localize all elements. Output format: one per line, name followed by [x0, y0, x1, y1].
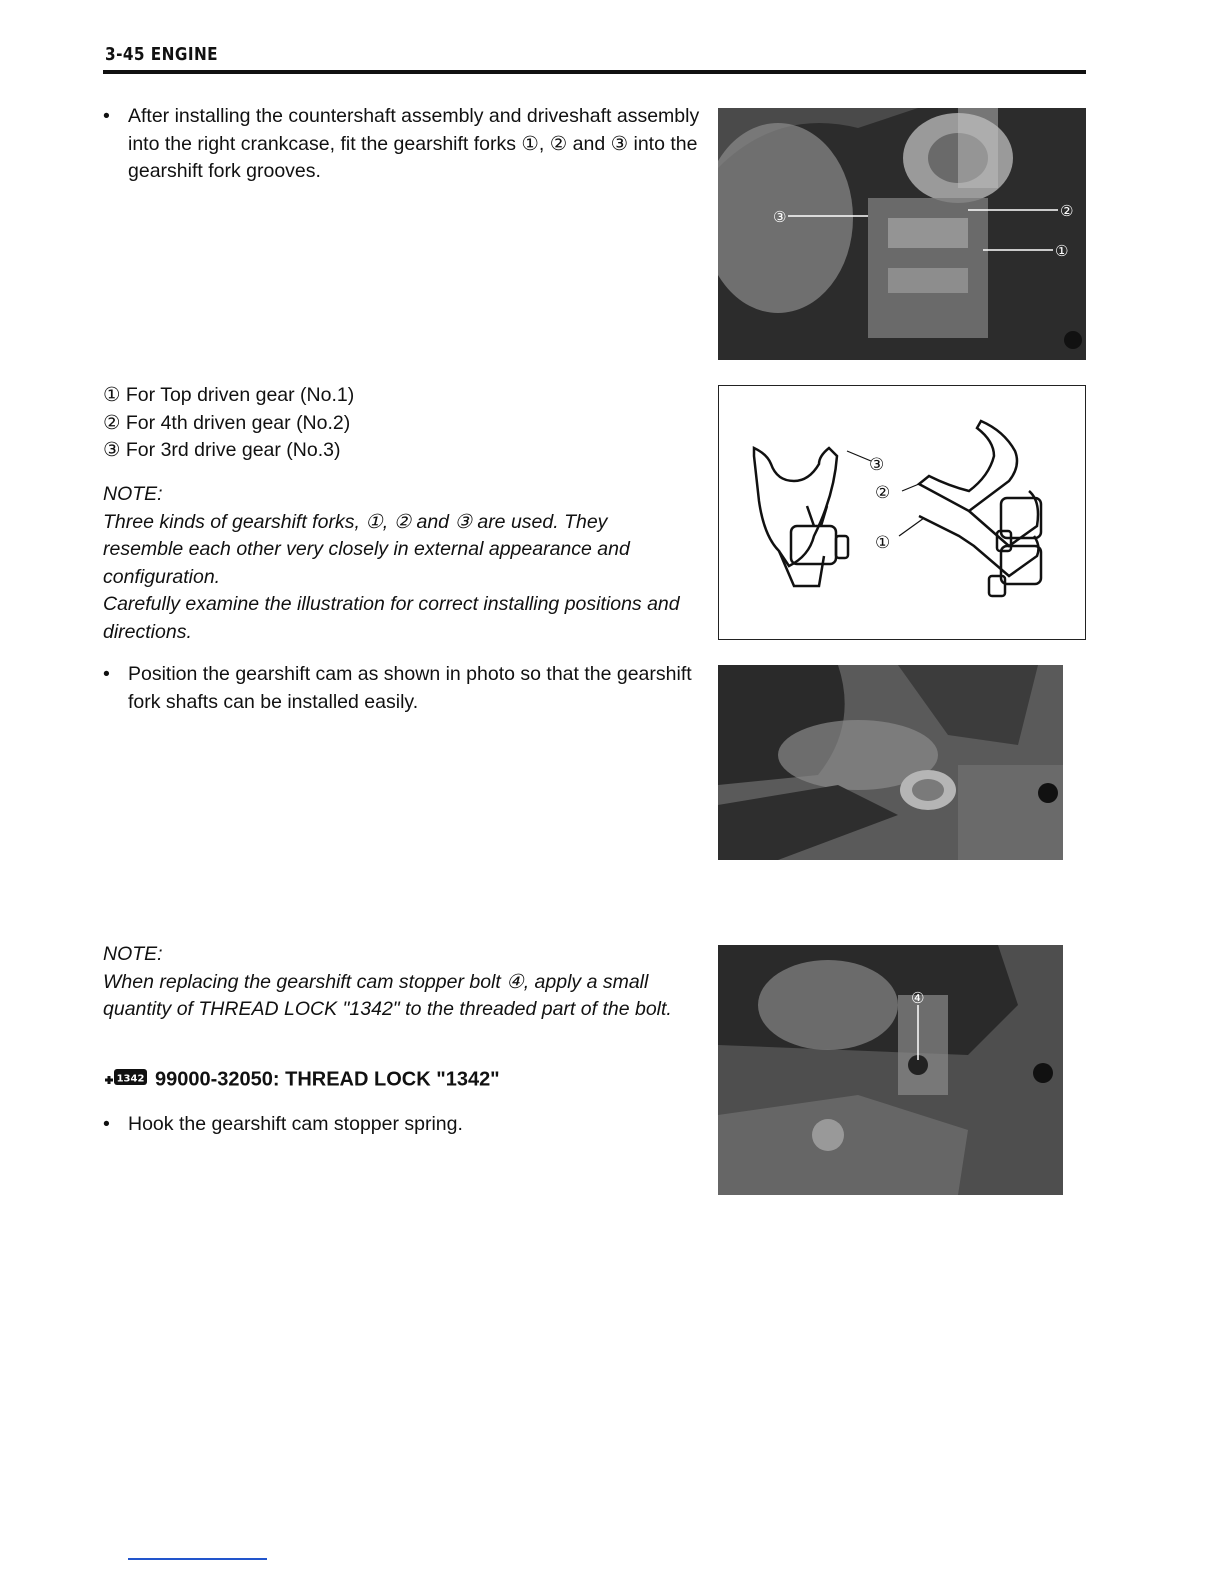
footnote-rule — [128, 1558, 267, 1560]
thread-lock-icon — [103, 1066, 149, 1094]
step-hook-spring — [103, 1111, 713, 1139]
step2-text: Position the gearshift cam as shown in photo so that the gearshift fork shafts can be installed easily. — [128, 663, 692, 713]
note1-line2: Carefully examine the illustration for correct installing positions and directions. — [103, 593, 680, 643]
fork-item-3: ③ For 3rd drive gear (No.3) — [103, 439, 341, 461]
photo-gearshift-forks-installed — [718, 108, 1086, 360]
photo-cam-stopper-bolt — [718, 945, 1063, 1195]
photo-gearshift-cam-position — [718, 665, 1063, 860]
fork-list — [103, 382, 688, 465]
fork-item-2: ② For 4th driven gear (No.2) — [103, 411, 351, 434]
photo3-callout-4: ④ — [911, 989, 925, 1007]
diagram-callout-3: ③ — [869, 455, 885, 475]
step-installing-forks — [103, 103, 713, 186]
diagram-callout-2: ② — [875, 483, 891, 503]
note2-text: When replacing the gearshift cam stopper bolt ④, apply a small quantity of THREAD LOCK "1342" to the threaded part of the bolt. — [103, 970, 672, 1020]
bullet-dot: • — [103, 1113, 110, 1135]
photo1-callout-1: ① — [1055, 242, 1069, 260]
diagram-callout-1: ① — [875, 533, 891, 553]
note-stopper-bolt — [103, 941, 688, 1024]
note1-line1: Three kinds of gearshift forks, ①, ② and ③ are used. They resemble each other very closely in external appearance and configuration. — [103, 510, 630, 588]
thread-lock-text: 99000-32050: THREAD LOCK "1342" — [155, 1068, 500, 1091]
note2-title: NOTE: — [103, 943, 163, 965]
page-header — [103, 42, 1086, 74]
step-position-cam — [103, 661, 713, 716]
photo1-callout-2: ② — [1060, 202, 1074, 220]
header-title: 3-45 ENGINE — [105, 44, 219, 65]
note-fork-types — [103, 481, 688, 646]
note1-title: NOTE: — [103, 483, 163, 505]
thread-lock-icon-label: 1342 — [116, 1073, 145, 1085]
thread-lock-spec — [103, 1066, 500, 1094]
bullet-dot: • — [103, 105, 110, 127]
gearshift-forks-diagram — [718, 385, 1086, 640]
photo1-callout-3: ③ — [773, 208, 787, 226]
step3-text: Hook the gearshift cam stopper spring. — [128, 1113, 463, 1135]
step1-text: After installing the countershaft assembly and driveshaft assembly into the right crankcase, fit the gearshift forks ①, ② and ③ into the gearshift fork grooves. — [128, 105, 700, 182]
fork-item-1: ① For Top driven gear (No.1) — [103, 384, 355, 406]
bullet-dot: • — [103, 663, 110, 685]
